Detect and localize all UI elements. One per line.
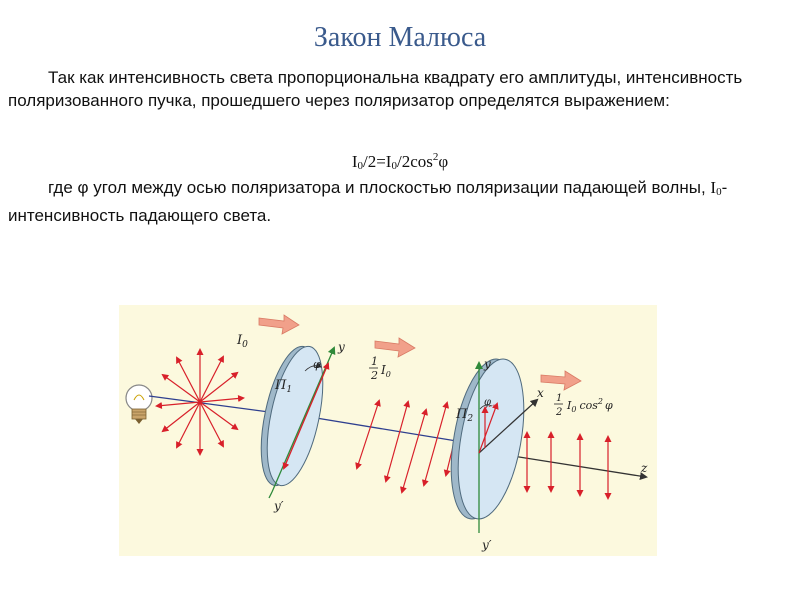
svg-text:I0cos2φ: $I_0$ $\cos^2 \varphi$ bbox=[567, 397, 613, 414]
label-y-prime-1: y′ bbox=[274, 499, 284, 513]
malus-formula: $I0/2=I0/2\cos^2\varphi$ bbox=[351, 151, 449, 172]
svg-text:I0: $I_0$ bbox=[381, 363, 391, 379]
paragraph-definition: где φ угол между осью поляризатора и плоскостью поляризации падающей волны, I0- интенсивность падающего света. bbox=[8, 178, 728, 225]
label-x: x bbox=[537, 386, 544, 400]
svg-text:2: 2 bbox=[556, 407, 563, 418]
label-y-1: y bbox=[338, 340, 345, 354]
polarization-diagram bbox=[119, 305, 657, 556]
paragraph-intro: Так как интенсивность света пропорциональна квадрату его амплитуды, интенсивность поляризованного пучка, прошедшего через поляризатор определятся выражением: bbox=[8, 68, 743, 110]
label-I0: $I_0$ bbox=[237, 333, 248, 350]
label-P2: $П_2$ bbox=[456, 407, 474, 424]
svg-text:2: 2 bbox=[371, 369, 378, 382]
page-title: Закон Малюса bbox=[313, 22, 487, 53]
label-phi-1: φ bbox=[313, 358, 321, 371]
label-z: z bbox=[641, 461, 648, 475]
label-P1: $П_1$ bbox=[275, 378, 293, 395]
label-phi-2: φ bbox=[484, 397, 492, 408]
svg-text:1: 1 bbox=[556, 393, 563, 404]
label-y-2: y bbox=[484, 357, 491, 371]
label-y-prime-2: y′ bbox=[482, 538, 492, 552]
svg-text:1: 1 bbox=[371, 355, 378, 368]
